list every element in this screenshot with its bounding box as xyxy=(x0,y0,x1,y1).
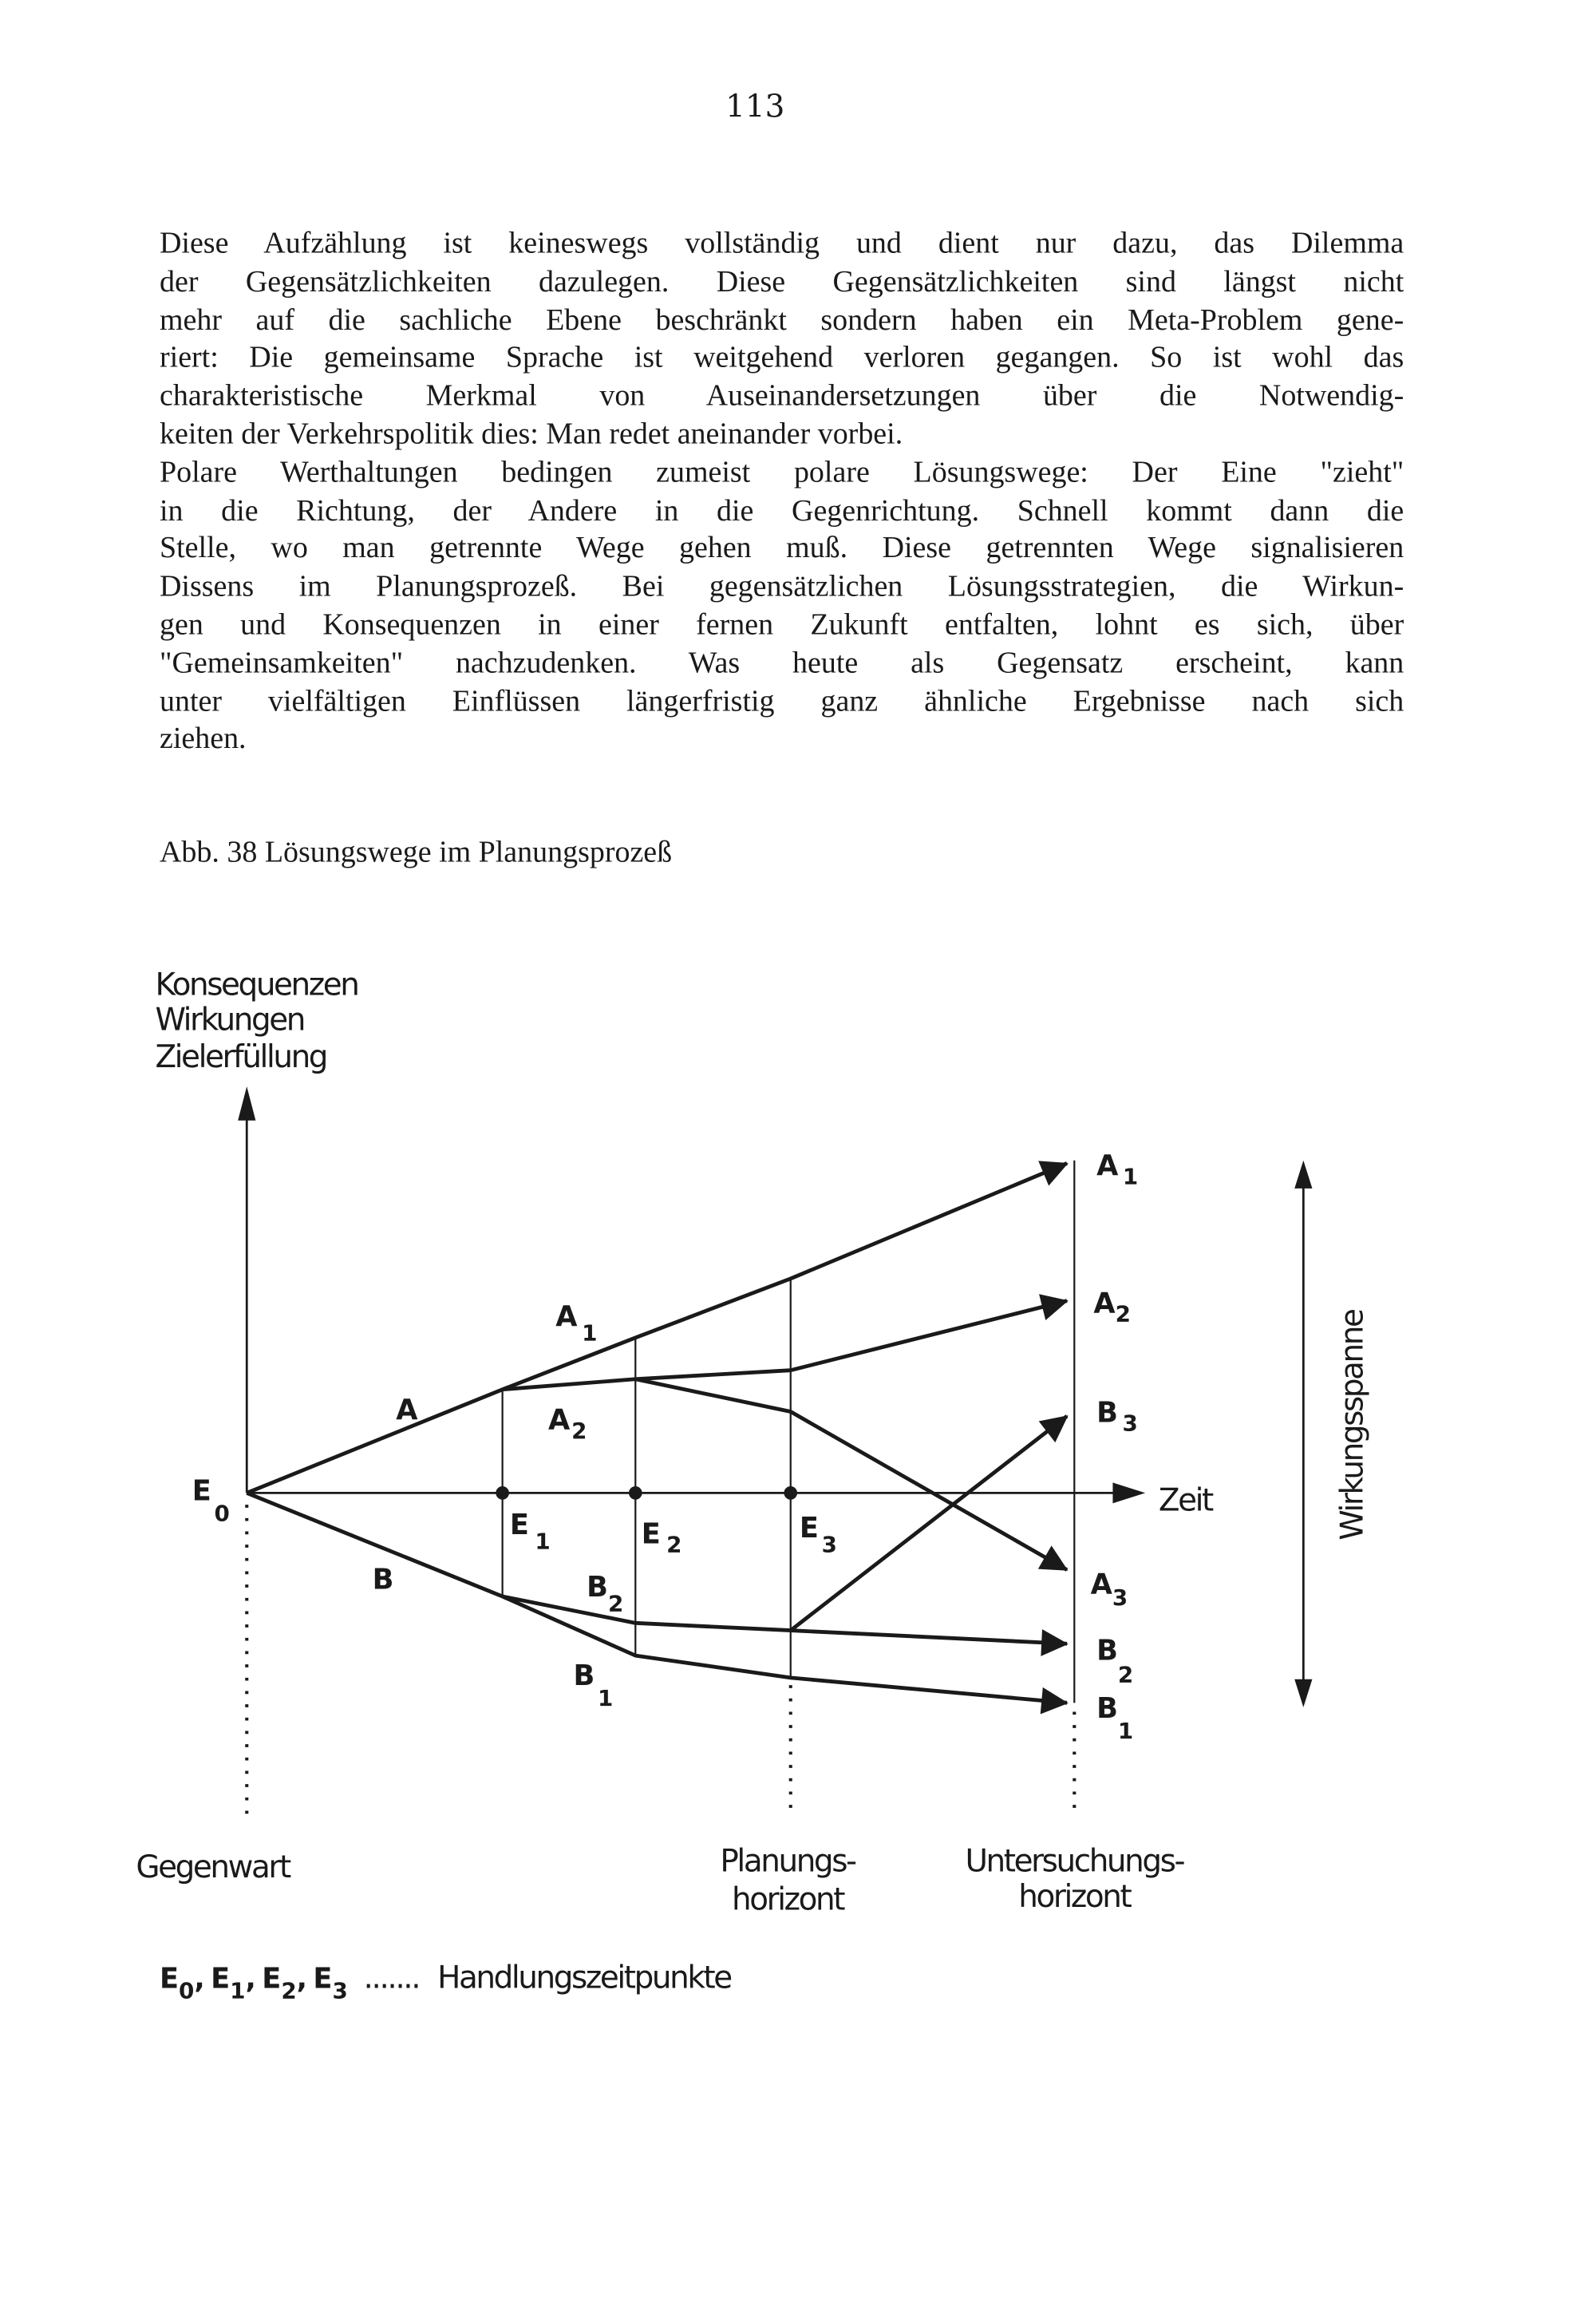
legend-keys: $E_0$, $E_1$, $E_2$, $E_3$ xyxy=(159,1962,348,2004)
label-present: Gegenwart xyxy=(136,1849,290,1885)
page-number: 113 xyxy=(725,89,785,125)
node-e1 xyxy=(496,1486,509,1500)
end-label-a2: $A_2$ xyxy=(1093,1287,1131,1327)
y-axis-arrow-icon xyxy=(238,1086,255,1121)
label-b: B xyxy=(372,1563,394,1596)
text-line: Polare Werthaltungen bedingen zumeist polare Lösungswege: Der Eine "zieht" xyxy=(159,456,1404,489)
end-label-a3: $A_3$ xyxy=(1090,1568,1128,1612)
label-e1: $E_1$ xyxy=(509,1509,551,1555)
node-e2 xyxy=(629,1486,642,1500)
label-e0: $E_0$ xyxy=(192,1474,230,1527)
label-b1-mid: $B_1$ xyxy=(573,1659,614,1712)
node-e3 xyxy=(784,1486,797,1500)
text-line: der Gegensätzlichkeiten dazulegen. Diese Gegensätzlichkeiten sind längst nicht xyxy=(159,265,1404,299)
end-label-b3: B $_3$ xyxy=(1096,1396,1138,1437)
end-label-b2: $B_2$ xyxy=(1096,1634,1134,1688)
x-axis-arrow-icon xyxy=(1112,1482,1145,1503)
path-a1 xyxy=(247,1163,1067,1493)
path-a3 xyxy=(635,1379,1067,1570)
label-planning-2: horizont xyxy=(732,1881,844,1918)
text-line: Diese Aufzählung ist keineswegs vollständig und dient nur dazu, das Dilemma xyxy=(159,227,1404,260)
text-line: Stelle, wo man getrennte Wege gehen muß. Diese getrennten Wege signalisieren xyxy=(159,532,1404,566)
label-study-2: horizont xyxy=(1018,1878,1131,1915)
text-line: keiten der Verkehrspolitik dies: Man redet aneinander vorbei. xyxy=(159,418,903,451)
label-e2: E $_2$ xyxy=(641,1517,682,1558)
legend-dots: ....... xyxy=(363,1960,420,1996)
label-planning-1: Planungs- xyxy=(720,1843,855,1880)
text-line: charakteristische Merkmal von Auseinandersetzungen über die Notwendig- xyxy=(159,380,1404,413)
text-line: unter vielfältigen Einflüssen längerfristig ganz ähnliche Ergebnisse nach sich xyxy=(159,685,1404,718)
text-line: gen und Konsequenzen in einer fernen Zukunft entfalten, lohnt es sich, über xyxy=(159,608,1404,642)
path-b3 xyxy=(791,1416,1067,1631)
label-e3: $E_3$ xyxy=(799,1511,837,1558)
span-arrow-up-icon xyxy=(1294,1161,1312,1189)
label-study-1: Untersuchungs- xyxy=(965,1843,1184,1880)
text-line: ziehen. xyxy=(159,723,247,756)
text-line: "Gemeinsamkeiten" nachzudenken. Was heute als Gegensatz erscheint, kann xyxy=(159,647,1404,680)
x-axis-label: Zeit xyxy=(1158,1482,1212,1519)
figure-caption: Abb. 38 Lösungswege im Planungsprozeß xyxy=(159,837,673,869)
label-b2-mid: $B_2$ xyxy=(587,1570,624,1617)
legend-text: Handlungszeitpunkte xyxy=(437,1960,731,1996)
y-label-3: Zielerfüllung xyxy=(155,1039,327,1076)
label-a: A xyxy=(396,1393,418,1426)
text-line: riert: Die gemeinsame Sprache ist weitgehend verloren gegangen. So ist wohl das xyxy=(159,342,1404,375)
label-a2-mid: A $_2$ xyxy=(548,1403,587,1444)
text-line: Dissens im Planungsprozeß. Bei gegensätzlichen Lösungsstrategien, die Wirkun- xyxy=(159,571,1404,603)
span-label: Wirkungsspanne xyxy=(1334,1310,1371,1541)
text-line: in die Richtung, der Andere in die Gegenrichtung. Schnell kommt dann die xyxy=(159,494,1404,528)
text-line: mehr auf die sachliche Ebene beschränkt sondern haben ein Meta-Problem gene- xyxy=(159,303,1404,337)
end-label-a1: A $_1$ xyxy=(1096,1149,1139,1190)
end-label-b1: $B_1$ xyxy=(1096,1691,1134,1744)
y-label-2: Wirkungen xyxy=(155,1002,304,1038)
y-label-1: Konsequenzen xyxy=(155,967,358,1003)
label-a1-mid: $A_1$ xyxy=(555,1300,598,1347)
span-arrow-down-icon xyxy=(1294,1679,1312,1707)
